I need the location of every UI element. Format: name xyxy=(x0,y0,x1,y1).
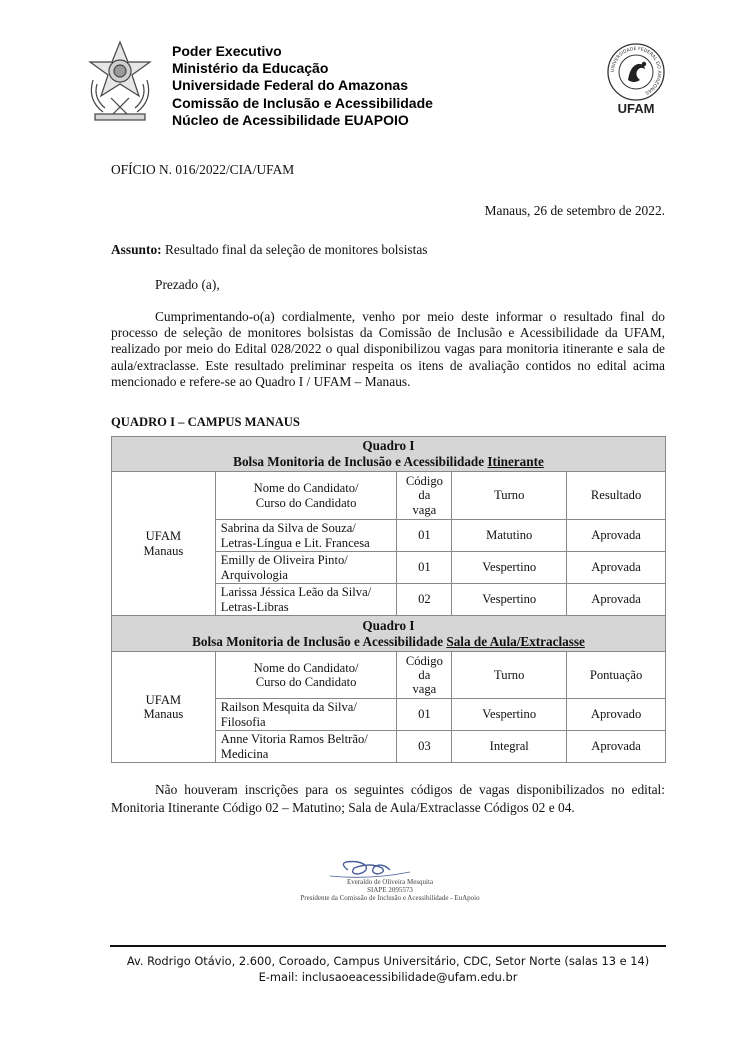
column-header-result: Pontuação xyxy=(567,652,666,699)
footer xyxy=(110,953,666,985)
greeting: Prezado (a), xyxy=(155,277,220,292)
table-title: Quadro I xyxy=(362,438,415,453)
shift-cell: Vespertino xyxy=(452,699,567,731)
signature-block xyxy=(270,878,510,902)
table-title-cell xyxy=(112,616,666,652)
table-subtitle: Bolsa Monitoria de Inclusão e Acessibilidade Itinerante xyxy=(233,454,544,469)
document-reference: OFÍCIO N. 016/2022/CIA/UFAM xyxy=(111,162,295,177)
table-title: Quadro I xyxy=(362,617,415,633)
document-date: Manaus, 26 de setembro de 2022. xyxy=(484,203,665,218)
header-line: Poder Executivo xyxy=(172,43,282,59)
code-cell: 01 xyxy=(397,699,452,731)
code-cell: 01 xyxy=(397,552,452,584)
footer-email: E-mail: inclusaoeacessibilidade@ufam.edu.br xyxy=(258,970,518,984)
subject-text: Resultado final da seleção de monitores bolsistas xyxy=(164,242,428,257)
column-header-name: Nome do Candidato/ Curso do Candidato xyxy=(215,652,397,699)
signer-siape: SIAPE 2095573 xyxy=(367,886,413,894)
shift-cell: Matutino xyxy=(452,520,567,552)
header-line: Comissão de Inclusão e Acessibilidade xyxy=(172,94,433,111)
brazil-coat-of-arms-icon xyxy=(83,40,157,124)
column-header-code: Código da vaga xyxy=(397,652,452,699)
result-cell: Aprovada xyxy=(567,552,666,584)
results-table-sala-de-aula xyxy=(111,615,666,763)
signer-name: Everaldo de Oliveira Mesquita xyxy=(346,878,434,886)
result-cell: Aprovada xyxy=(567,731,666,763)
column-header-code: Código da vaga xyxy=(397,472,452,520)
ufam-logo-label: UFAM xyxy=(617,101,655,116)
result-cell: Aprovada xyxy=(567,584,666,616)
candidate-cell: Larissa Jéssica Leão da Silva/ Letras-Libras xyxy=(215,584,397,616)
ufam-logo-ring-text: UNIVERSIDADE FEDERAL DO AMAZONAS xyxy=(610,46,662,95)
results-table-itinerante xyxy=(111,436,666,616)
candidate-cell: Emilly de Oliveira Pinto/ Arquivologia xyxy=(215,552,397,584)
institution-header xyxy=(172,43,433,129)
column-header-shift: Turno xyxy=(452,652,567,699)
candidate-cell: Sabrina da Silva de Souza/ Letras-Língua e Lit. Francesa xyxy=(215,520,397,552)
column-header-result: Resultado xyxy=(567,472,666,520)
footer-address: Av. Rodrigo Otávio, 2.600, Coroado, Campus Universitário, CDC, Setor Norte (salas 13 e 14) xyxy=(126,954,650,968)
column-header-name: Nome do Candidato/ Curso do Candidato xyxy=(215,472,397,520)
footer-divider xyxy=(110,945,666,947)
code-cell: 02 xyxy=(397,584,452,616)
candidate-cell: Anne Vitoria Ramos Beltrão/ Medicina xyxy=(215,731,397,763)
column-header-shift: Turno xyxy=(452,472,567,520)
candidate-cell: Railson Mesquita da Silva/ Filosofia xyxy=(215,699,397,731)
signer-role: Presidente da Comissão de Inclusão e Acessibilidade - EuApoio xyxy=(300,894,480,902)
table-subtitle: Bolsa Monitoria de Inclusão e Acessibilidade Sala de Aula/Extraclasse xyxy=(192,633,585,649)
campus-cell: UFAM Manaus xyxy=(112,652,216,763)
code-cell: 03 xyxy=(397,731,452,763)
quadro-heading: QUADRO I – CAMPUS MANAUS xyxy=(111,415,300,429)
campus-cell: UFAM Manaus xyxy=(112,472,216,616)
shift-cell: Integral xyxy=(452,731,567,763)
header-line: Núcleo de Acessibilidade EUAPOIO xyxy=(172,111,409,128)
table-title-cell xyxy=(112,437,666,472)
result-cell: Aprovada xyxy=(567,520,666,552)
subject-line xyxy=(111,242,428,258)
body-paragraph: Cumprimentando-o(a) cordialmente, venho por meio deste informar o resultado final do processo de seleção de monitores bolsistas da Comissão de Inclusão e Acessibilidade da UFAM, realizado por meio do Edital 028/2022 o qual disponibilizou vagas para monitoria itinerante e sala de aula/extraclasse. Este resultado preliminar respeita os itens de avaliação contidos no edital acima mencionado e refere-se ao Quadro I / UFAM – Manaus. xyxy=(111,309,665,389)
result-cell: Aprovado xyxy=(567,699,666,731)
header-line: Universidade Federal do Amazonas xyxy=(172,77,408,94)
shift-cell: Vespertino xyxy=(452,584,567,616)
shift-cell: Vespertino xyxy=(452,552,567,584)
closing-paragraph: Não houveram inscrições para os seguintes códigos de vagas disponibilizados no edital: Monitoria Itinerante Código 02 – Matutino; Sala de Aula/Extraclasse Códigos 02 e 04. xyxy=(111,782,665,815)
header-line: Ministério da Educação xyxy=(172,60,329,77)
code-cell: 01 xyxy=(397,520,452,552)
subject-label: Assunto: xyxy=(111,242,162,257)
ufam-logo-icon xyxy=(604,42,668,102)
